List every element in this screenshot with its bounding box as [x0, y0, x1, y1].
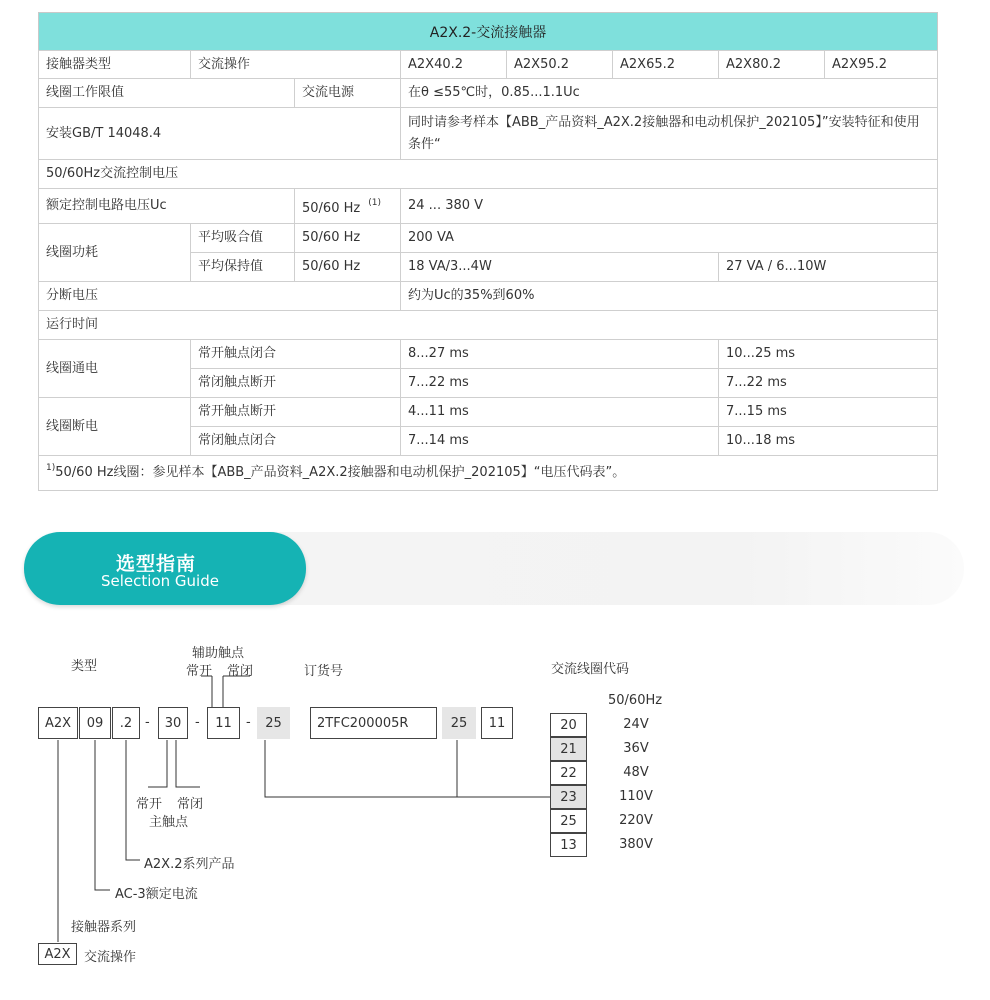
coil-code-cell: 25: [550, 809, 587, 833]
coil-energized-label: 线圈通电: [38, 339, 191, 398]
coil-power-label: 线圈功耗: [38, 223, 191, 282]
coil-limit-value: 在θ ≤55℃时，0.85...1.1Uc: [400, 78, 938, 108]
freq-header: 50/60Hz: [608, 693, 663, 708]
series-legend-box: A2X: [38, 943, 77, 965]
order-number-label: 订货号: [304, 664, 344, 679]
main-contacts-box: 30: [158, 707, 188, 739]
coil-code-cell: 20: [550, 713, 587, 737]
control-voltage-section: 50/60Hz交流控制电压: [38, 159, 938, 189]
install-standard-value: 同时请参考样本【ABB_产品资料_A2X.2接触器和电动机保护_202105】”安装特征和使用条件“: [400, 107, 938, 160]
avg-hold-value-2: 27 VA / 6...10W: [718, 252, 938, 282]
model-cell: A2X40.2: [400, 50, 507, 79]
order-aux-box: 11: [481, 707, 513, 739]
time-value: 7...22 ms: [718, 368, 938, 398]
coil-code-cell: 23: [550, 785, 587, 809]
avg-pickup-label: 平均吸合值: [190, 223, 295, 253]
product-box: .2: [112, 707, 140, 739]
time-value: 10...18 ms: [718, 426, 938, 456]
series-box: A2X: [38, 707, 78, 739]
avg-hold-value-1: 18 VA/3...4W: [400, 252, 719, 282]
coil-code-box: 25: [257, 707, 290, 739]
aux-nc-label: 常闭: [227, 664, 254, 679]
avg-hold-label: 平均保持值: [190, 252, 295, 282]
nc-close-label: 常闭触点闭合: [190, 426, 401, 456]
table-title: A2X.2-交流接触器: [38, 12, 938, 51]
banner-title-cn: 选型指南: [116, 553, 197, 575]
banner-title-en: Selection Guide: [101, 572, 219, 590]
coil-voltage: 48V: [623, 765, 649, 780]
model-cell: A2X50.2: [506, 50, 613, 79]
model-cell: A2X65.2: [612, 50, 719, 79]
footnote-text: 50/60 Hz线圈：参见样本【ABB_产品资料_A2X.2接触器和电动机保护_202105】“电压代码表”。: [55, 465, 626, 480]
coil-voltage: 220V: [619, 813, 653, 828]
main-contacts-label: 主触点: [149, 815, 189, 830]
time-value: 4...11 ms: [400, 397, 719, 427]
time-value: 7...14 ms: [400, 426, 719, 456]
dash: -: [195, 715, 200, 730]
footnote-marker: 1): [46, 463, 56, 473]
time-value: 10...25 ms: [718, 339, 938, 369]
time-value: 8...27 ms: [400, 339, 719, 369]
dash: -: [145, 715, 150, 730]
coil-code-cell: 22: [550, 761, 587, 785]
main-nc-label: 常闭: [177, 797, 204, 812]
freq-text: 50/60 Hz: [302, 201, 361, 216]
dropout-voltage-value: 约为Uc的35%到60%: [400, 281, 938, 311]
dropout-voltage-label: 分断电压: [38, 281, 401, 311]
install-standard-label: 安装GB/T 14048.4: [38, 107, 401, 160]
coil-code-cell: 13: [550, 833, 587, 857]
freq-text: 50/60 Hz: [294, 252, 401, 282]
ac-supply-label: 交流电源: [294, 78, 401, 108]
current-box: 09: [79, 707, 111, 739]
coil-voltage: 24V: [623, 717, 649, 732]
series-legend-text: 交流操作: [84, 950, 137, 965]
type-label: 类型: [71, 659, 98, 674]
no-close-label: 常开触点闭合: [190, 339, 401, 369]
contactor-series-label: 接触器系列: [71, 920, 137, 935]
coil-voltage: 380V: [619, 837, 653, 852]
coil-code-label: 交流线圈代码: [551, 662, 630, 677]
order-coil-code-box: 25: [442, 707, 476, 739]
time-value: 7...15 ms: [718, 397, 938, 427]
nc-open-label: 常闭触点断开: [190, 368, 401, 398]
coil-voltage: 36V: [623, 741, 649, 756]
rated-control-voltage-value: 24 ... 380 V: [400, 188, 938, 224]
no-open-label: 常开触点断开: [190, 397, 401, 427]
avg-pickup-value: 200 VA: [400, 223, 938, 253]
ac3-current-label: AC-3额定电流: [115, 887, 198, 902]
main-no-label: 常开: [136, 797, 163, 812]
coil-voltage: 110V: [619, 789, 653, 804]
footnote-ref: (1): [368, 198, 381, 208]
ac-operation-label: 交流操作: [190, 50, 401, 79]
coil-deenergized-label: 线圈断电: [38, 397, 191, 456]
aux-contacts-box: 11: [207, 707, 240, 739]
series-product-label: A2X.2系列产品: [144, 857, 235, 872]
rated-control-voltage-label: 额定控制电路电压Uc: [38, 188, 295, 224]
time-value: 7...22 ms: [400, 368, 719, 398]
model-cell: A2X80.2: [718, 50, 825, 79]
aux-no-label: 常开: [186, 664, 213, 679]
coil-limit-label: 线圈工作限值: [38, 78, 295, 108]
coil-code-cell: 21: [550, 737, 587, 761]
freq-text: 50/60 Hz: [294, 223, 401, 253]
dash: -: [246, 715, 251, 730]
model-cell: A2X95.2: [824, 50, 938, 79]
contactor-type-label: 接触器类型: [38, 50, 191, 79]
order-number-box: 2TFC200005R: [310, 707, 437, 739]
operating-time-section: 运行时间: [38, 310, 938, 340]
aux-contacts-label: 辅助触点: [192, 646, 245, 661]
